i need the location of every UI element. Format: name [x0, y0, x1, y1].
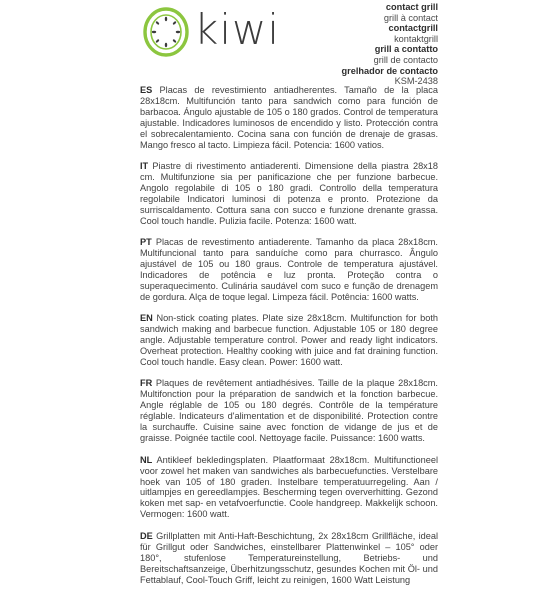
product-name: grelhador de contacto — [341, 65, 438, 76]
brand-logo — [142, 6, 282, 58]
product-name: grill de contacto — [373, 54, 438, 65]
description-text: Placas de revestimiento antiadherentes. Tamaño de la placa 28x18cm. Multifunción tanto para sandwich como para función de barbacoa. Ángulo ajustable de 105 o 180 grados. Control de temperatura ajustable. Indicadores luminosos de encendido y listo. Protección contra el sobrecalentamiento. Cocina sana con función de drenaje de grasas. Mango fresco al tacto. Limpieza fácil. Potencia: 1600 vatios. — [140, 85, 438, 150]
model-number: KSM-2438 — [394, 76, 438, 87]
description-list — [140, 85, 438, 596]
product-name: contact grill — [385, 2, 438, 12]
kiwi-logo-icon — [142, 6, 194, 58]
description-text: Non-stick coating plates. Plate size 28x18cm. Multifunction for both sandwich making and barbecue function. Adjustable 105 or 180 degree angle. Adjustable temperature control. Power and ready light indicators. Overheat protection. Healthy cooking with juice and fat draining function. Cool touch handle. Easy clean. Power: 1600 watt. — [140, 313, 438, 368]
description-en — [140, 313, 438, 368]
language-code: DE — [140, 530, 153, 541]
language-code: FR — [140, 378, 153, 389]
brand-name: kiwi — [194, 5, 281, 54]
description-text: Placas de revestimento antiaderente. Tamanho da placa 28x18cm. Multifuncional tanto para sanduíche como para churrasco. Ângulo ajustável de 105 ou 180 graus. Controle de temperatura ajustável. Indicadores de potência e luz pronta. Proteção contra o superaquecimento. Culinária saudável com suco e função de drenagem de gordura. Alça de toque legal. Limpeza fácil. Potência: 1600 watts. — [140, 237, 438, 302]
description-pt — [140, 237, 438, 303]
language-code: IT — [140, 161, 149, 172]
description-text: Plaques de revêtement antiadhésives. Taille de la plaque 28x18cm. Multifonction pour la préparation de sandwich et la fonction barbecue. Angle réglable de 105 ou 180 degrés. Contrôle de la température réglable. Indicateurs d'alimentation et de disponibilité. Protection contre la surchauffe. Cuisine saine avec fonction de vidange de jus et de graisse. Poignée tactile cool. Nettoyage facile. Puissance: 1600 watts. — [140, 378, 438, 444]
description-es — [140, 85, 438, 151]
language-code: PT — [140, 237, 152, 248]
product-name-list — [268, 2, 438, 87]
language-code: ES — [140, 85, 153, 95]
description-text: Piastre di rivestimento antiaderenti. Dimensione della piastra 28x18 cm. Multifunzione sia per panificazione che per funzione barbecue. Angolo regolabile di 105 o 180 gradi. Controllo della temperatura regolabile Indicatori luminosi di potenza e pronto. Protezione da surriscaldamento. Cottura sana con succo e funzione drenante grassa. Cool touch handle. Pulizia facile. Potenza: 1600 watt. — [140, 161, 438, 226]
description-it — [140, 161, 438, 227]
product-name: grill à contact — [383, 12, 438, 23]
description-de — [140, 531, 438, 586]
description-text: Antikleef bekledingsplaten. Plaatformaat 28x18cm. Multifunctioneel voor zowel het maken van sandwiches als barbecuefuncties. Verstelbare hoek van 105 of 180 graden. Instelbare temperatuurregeling. Aan / uitlampjes en gereedlampjes. Bescherming tegen oververhitting. Gezond koken met sap- en vetafvoerfunctie. Coole handgreep. Makkelijk schoon. Vermogen: 1600 watt. — [140, 454, 439, 520]
description-fr — [140, 378, 438, 444]
product-name: kontaktgrill — [394, 33, 438, 44]
language-code: NL — [140, 454, 153, 465]
description-nl — [140, 455, 438, 521]
language-code: EN — [140, 313, 153, 324]
product-name: grill a contatto — [374, 44, 438, 55]
description-text: Grillplatten mit Anti-Haft-Beschichtung, 2x 28x18cm Grillfläche, ideal für Grillgut oder Sandwiches, einstellbarer Plattenwinkel – 105° oder 180°, stufenlose Temperatureinstellung, Betriebs- und Bereitschaftsanzeige, Überhitzungsschutz, gesundes Kochen mit Öl- und Fettablauf, Cool-Touch Griff, leicht zu reinigen, 1600 Watt Leistung — [140, 530, 438, 585]
product-name: contactgrill — [388, 23, 438, 34]
